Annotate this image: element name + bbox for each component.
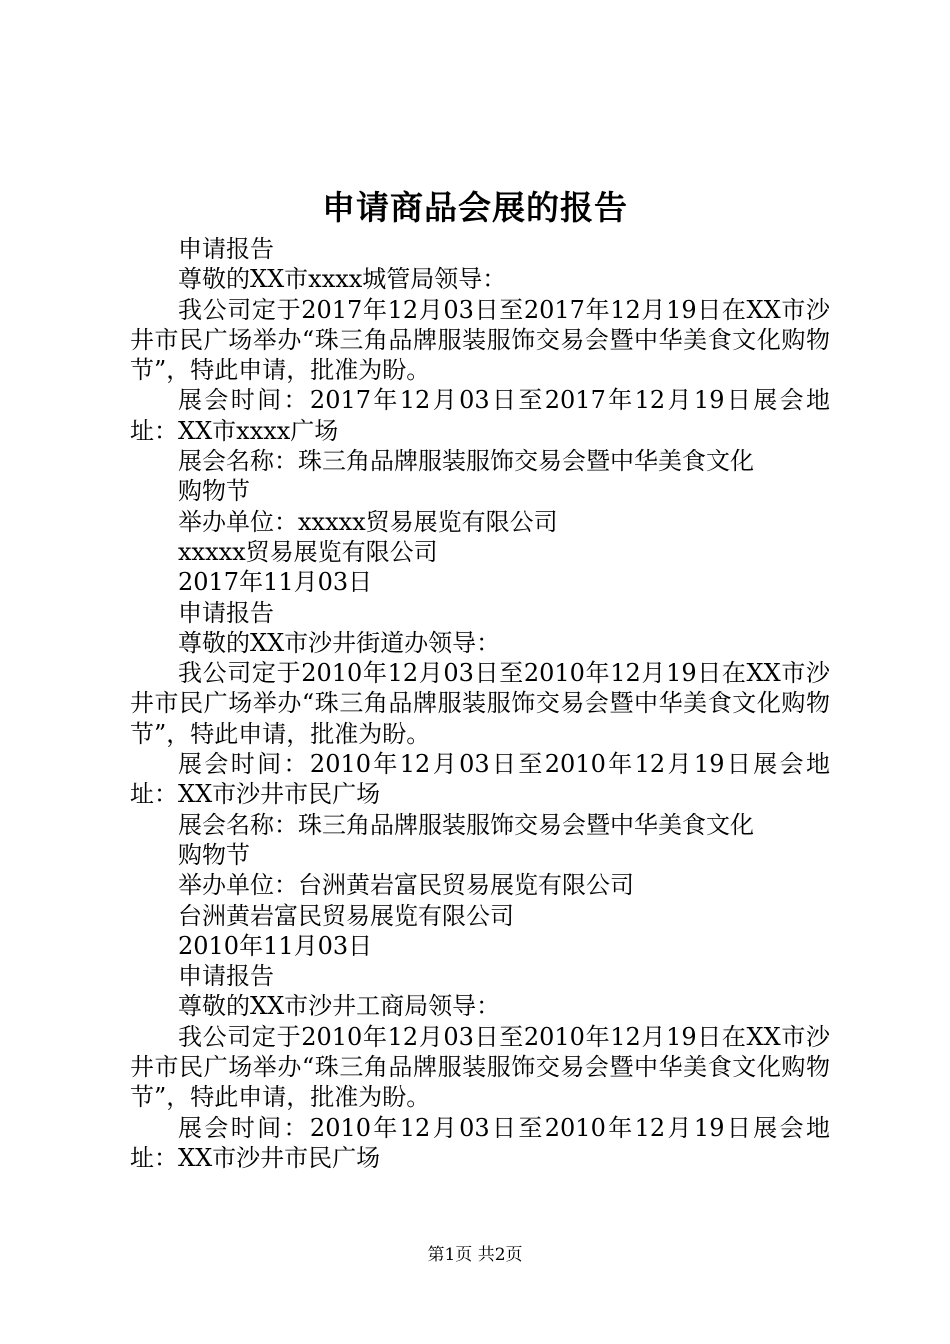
paragraph-exhibition-name-cont-1: 购物节 <box>178 477 250 506</box>
paragraph-heading-3: 申请报告 <box>178 962 274 991</box>
paragraph-body-2: 我公司定于2010年12月03日至2010年12月19日在XX市沙井市民广场举办“珠三角品牌服装服饰交易会暨中华美食文化购物节”，特此申请，批准为盼。 <box>130 659 830 748</box>
paragraph-salutation-2: 尊敬的XX市沙井街道办领导： <box>178 628 501 657</box>
paragraph-time-address-2: 展会时间：2010年12月03日至2010年12月19日展会地址：XX市沙井市民广场 <box>130 750 830 809</box>
paragraph-date-2: 2010年11月03日 <box>178 931 373 960</box>
paragraph-exhibition-name-1: 展会名称：珠三角品牌服装服饰交易会暨中华美食文化 <box>178 447 754 476</box>
paragraph-signature-2: 台洲黄岩富民贸易展览有限公司 <box>178 901 514 930</box>
document-body <box>130 234 830 1173</box>
paragraph-date-1: 2017年11月03日 <box>178 568 373 597</box>
paragraph-exhibition-name-cont-2: 购物节 <box>178 840 250 869</box>
page-indicator: 第1页 共2页 <box>427 1245 523 1265</box>
paragraph-signature-1: xxxxx贸易展览有限公司 <box>178 537 438 566</box>
paragraph-time-address-3: 展会时间：2010年12月03日至2010年12月19日展会地址：XX市沙井市民广场 <box>130 1113 830 1172</box>
page-footer <box>0 1244 950 1266</box>
paragraph-time-address-1: 展会时间：2017年12月03日至2017年12月19日展会地址：XX市xxxx广场 <box>130 386 830 445</box>
paragraph-body-3: 我公司定于2010年12月03日至2010年12月19日在XX市沙井市民广场举办“珠三角品牌服装服饰交易会暨中华美食文化购物节”，特此申请，批准为盼。 <box>130 1022 830 1112</box>
paragraph-heading-1: 申请报告 <box>178 235 274 263</box>
paragraph-organizer-2: 举办单位：台洲黄岩富民贸易展览有限公司 <box>178 871 634 900</box>
paragraph-organizer-1: 举办单位：xxxxx贸易展览有限公司 <box>178 507 558 536</box>
paragraph-body-1: 我公司定于2017年12月03日至2017年12月19日在XX市沙井市民广场举办“珠三角品牌服装服饰交易会暨中华美食文化购物节”，特此申请，批准为盼。 <box>130 295 830 385</box>
paragraph-heading-2: 申请报告 <box>178 598 274 627</box>
document-title: 申请商品会展的报告 <box>322 188 628 227</box>
paragraph-salutation-3: 尊敬的XX市沙井工商局领导： <box>178 992 501 1021</box>
paragraph-salutation-1: 尊敬的XX市xxxx城管局领导： <box>178 265 507 294</box>
paragraph-exhibition-name-2: 展会名称：珠三角品牌服装服饰交易会暨中华美食文化 <box>178 810 754 839</box>
